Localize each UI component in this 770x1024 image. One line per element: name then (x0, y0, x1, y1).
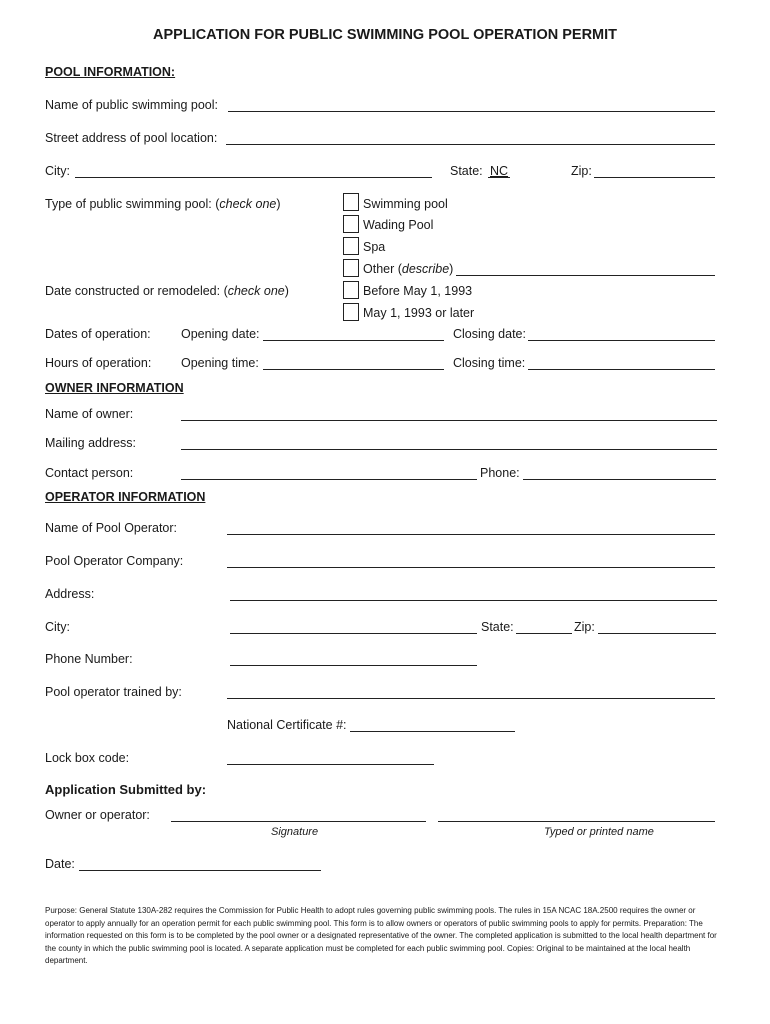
date-constructed-label: Date constructed or remodeled: (check one) (45, 284, 289, 298)
submitted-heading: Application Submitted by: (45, 782, 207, 797)
option-spa: Spa (363, 240, 386, 254)
owner-name-label: Name of owner: (45, 407, 134, 421)
operator-name-field[interactable] (227, 534, 715, 535)
checkbox-swimming-pool[interactable] (343, 193, 359, 211)
street-address-label: Street address of pool location: (45, 131, 218, 145)
owner-phone-field[interactable] (523, 479, 716, 480)
signature-field[interactable] (171, 821, 426, 822)
mailing-address-field[interactable] (181, 449, 717, 450)
operator-company-label: Pool Operator Company: (45, 554, 184, 568)
opening-time-field[interactable] (263, 369, 444, 370)
city-field[interactable] (75, 177, 432, 178)
pool-name-field[interactable] (228, 111, 715, 112)
city-label: City: (45, 164, 70, 178)
contact-person-label: Contact person: (45, 466, 134, 480)
pool-type-label: Type of public swimming pool: (check one) (45, 197, 281, 211)
signature-caption: Signature (271, 826, 319, 838)
mailing-address-label: Mailing address: (45, 436, 137, 450)
date-label: Date: (45, 857, 75, 871)
option-other: Other (describe) (363, 262, 454, 276)
lockbox-label: Lock box code: (45, 751, 130, 765)
operator-address-field[interactable] (230, 600, 717, 601)
state-field[interactable] (488, 177, 510, 178)
owner-phone-label: Phone: (480, 466, 520, 480)
national-cert-field[interactable] (350, 731, 515, 732)
operator-city-field[interactable] (230, 633, 477, 634)
operator-company-field[interactable] (227, 567, 715, 568)
option-wading-pool: Wading Pool (363, 218, 434, 232)
checkbox-wading-pool[interactable] (343, 215, 359, 233)
opening-date-label: Opening date: (181, 327, 260, 341)
contact-person-field[interactable] (181, 479, 477, 480)
street-address-field[interactable] (226, 144, 715, 145)
checkbox-before-1993[interactable] (343, 281, 359, 299)
printed-name-caption: Typed or printed name (544, 826, 654, 838)
owner-operator-label: Owner or operator: (45, 808, 150, 822)
operator-city-label: City: (45, 620, 70, 634)
closing-date-field[interactable] (528, 340, 715, 341)
dates-operation-label: Dates of operation: (45, 327, 151, 341)
checkbox-other[interactable] (343, 259, 359, 277)
form-title: APPLICATION FOR PUBLIC SWIMMING POOL OPERATION PERMIT (153, 27, 617, 43)
opening-date-field[interactable] (263, 340, 444, 341)
hours-operation-label: Hours of operation: (45, 356, 152, 370)
opening-time-label: Opening time: (181, 356, 259, 370)
printed-name-field[interactable] (438, 821, 715, 822)
operator-state-field[interactable] (516, 633, 572, 634)
state-label: State: (450, 164, 483, 178)
trained-by-label: Pool operator trained by: (45, 685, 182, 699)
zip-label: Zip: (571, 164, 592, 178)
closing-time-field[interactable] (528, 369, 715, 370)
closing-time-label: Closing time: (453, 356, 526, 370)
checkbox-spa[interactable] (343, 237, 359, 255)
purpose-statement: Purpose: General Statute 130A-282 requires the Commission for Public Health to adopt rules governing public swimming pools. The rules in 15A NCAC 18A.2500 requires the owner or operator to apply annually for an operation permit for each public swimming pool. This form is to allow owners or operators of public swimming pools to apply for permits. Preparation: The information requested on this form is to be completed by the pool owner or a designated representative of the owner. The completed application is submitted to the local health department for the county in which the public swimming pool is located. A separate application must be completed for each public swimming pool. Copies: Original to be maintained at the local health department. (45, 906, 717, 965)
trained-by-field[interactable] (227, 698, 715, 699)
checkbox-after-1993[interactable] (343, 303, 359, 321)
operator-zip-field[interactable] (598, 633, 716, 634)
owner-info-heading: OWNER INFORMATION (45, 381, 184, 395)
operator-phone-label: Phone Number: (45, 652, 133, 666)
owner-name-field[interactable] (181, 420, 717, 421)
date-field[interactable] (79, 870, 321, 871)
option-after-1993: May 1, 1993 or later (363, 306, 475, 320)
other-describe-field[interactable] (456, 275, 715, 276)
operator-address-label: Address: (45, 587, 95, 601)
pool-info-heading: POOL INFORMATION: (45, 65, 176, 79)
option-swimming-pool: Swimming pool (363, 197, 448, 211)
lockbox-field[interactable] (227, 764, 434, 765)
pool-name-label: Name of public swimming pool: (45, 98, 218, 112)
zip-field[interactable] (594, 177, 715, 178)
operator-phone-field[interactable] (230, 665, 477, 666)
operator-zip-label: Zip: (574, 620, 595, 634)
operator-info-heading: OPERATOR INFORMATION (45, 490, 206, 504)
option-before-1993: Before May 1, 1993 (363, 284, 473, 298)
closing-date-label: Closing date: (453, 327, 526, 341)
national-cert-label: National Certificate #: (227, 718, 347, 732)
operator-name-label: Name of Pool Operator: (45, 521, 178, 535)
operator-state-label: State: (481, 620, 514, 634)
state-value: NC (490, 164, 509, 178)
